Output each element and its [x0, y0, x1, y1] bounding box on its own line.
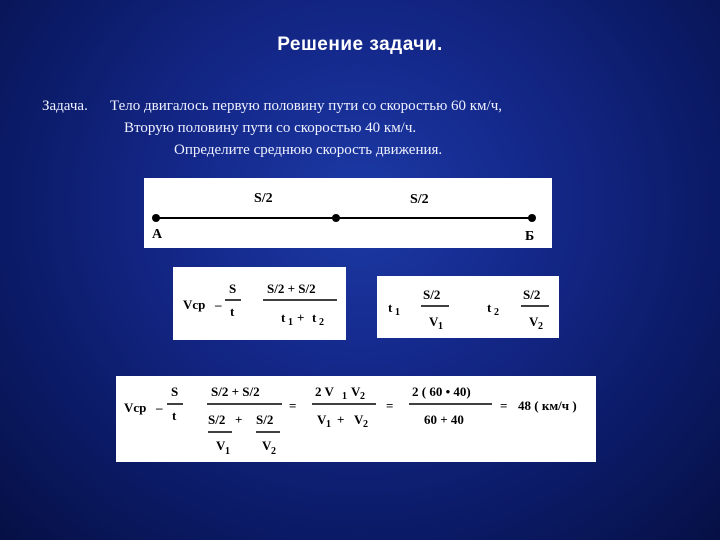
- v1-subscript: 1: [342, 391, 347, 402]
- v2-subscript: 2: [538, 321, 543, 332]
- equals-sign: –: [156, 400, 163, 415]
- sub-fraction-2-numerator: S/2: [256, 412, 274, 427]
- slide-title: Решение задачи.: [277, 34, 443, 55]
- t2-subscript: 2: [494, 307, 499, 318]
- v2-symbol: V: [351, 384, 361, 399]
- t1-symbol: t: [388, 300, 393, 315]
- segment-1-label: S/2: [254, 191, 273, 206]
- vcp-label: Vср: [183, 297, 206, 312]
- formula-times: [377, 276, 559, 338]
- vcp-label: Vср: [124, 400, 147, 415]
- point-b-dot: [528, 214, 536, 222]
- equals-sign: –: [215, 297, 222, 312]
- result-value: 48 ( км/ч ): [518, 398, 577, 413]
- t1-subscript: 1: [288, 317, 293, 328]
- v2-subscript: 2: [271, 446, 276, 457]
- task-line-2: Вторую половину пути со скоростью 40 км/ч.: [124, 120, 417, 136]
- fraction-s-numerator: S: [171, 384, 179, 399]
- formula-derivation: [116, 376, 596, 462]
- plus-sign: +: [235, 412, 243, 427]
- segment-2-label: S/2: [410, 192, 429, 207]
- v1-subscript: 1: [225, 446, 230, 457]
- v2-symbol: V: [529, 314, 539, 329]
- fraction-1-numerator: S/2: [423, 287, 441, 302]
- midpoint-dot: [332, 214, 340, 222]
- equals-sign: =: [386, 398, 394, 413]
- formula-average-speed: [173, 267, 346, 340]
- task-line-1: Тело двигалось первую половину пути со скоростью 60 км/ч,: [110, 98, 503, 114]
- fraction-s-numerator: S: [229, 281, 237, 296]
- task-label: Задача.: [42, 98, 88, 114]
- equals-sign: =: [289, 398, 297, 413]
- v2-subscript: 2: [360, 391, 365, 402]
- task-line-3: Определите среднюю скорость движения.: [174, 142, 443, 158]
- plus-sign: +: [297, 310, 305, 325]
- fraction-2-numerator: S/2: [523, 287, 541, 302]
- v1-symbol: V: [317, 412, 327, 427]
- fraction-t-denominator: t: [230, 304, 235, 319]
- sum-numerator: S/2 + S/2: [211, 384, 260, 399]
- v1-subscript: 1: [326, 419, 331, 430]
- calc-denominator: 60 + 40: [424, 412, 464, 427]
- equals-sign: =: [500, 398, 508, 413]
- point-a-dot: [152, 214, 160, 222]
- v2-symbol: V: [354, 412, 364, 427]
- v1-symbol: V: [216, 438, 226, 453]
- v1-subscript: 1: [438, 321, 443, 332]
- t2-subscript: 2: [319, 317, 324, 328]
- v2-subscript: 2: [363, 419, 368, 430]
- path-diagram: [144, 178, 552, 248]
- product-numerator: 2 V: [315, 384, 334, 399]
- calc-numerator: 2 ( 60 • 40): [412, 384, 471, 399]
- t2-symbol: t: [312, 310, 317, 325]
- t1-symbol: t: [281, 310, 286, 325]
- t2-symbol: t: [487, 300, 492, 315]
- v1-symbol: V: [429, 314, 439, 329]
- sub-fraction-1-numerator: S/2: [208, 412, 226, 427]
- point-a-label: А: [152, 227, 163, 242]
- fraction-t-denominator: t: [172, 408, 177, 423]
- plus-sign: +: [337, 412, 345, 427]
- t1-subscript: 1: [395, 307, 400, 318]
- v2-symbol: V: [262, 438, 272, 453]
- point-b-label: Б: [525, 229, 535, 244]
- sum-numerator: S/2 + S/2: [267, 281, 316, 296]
